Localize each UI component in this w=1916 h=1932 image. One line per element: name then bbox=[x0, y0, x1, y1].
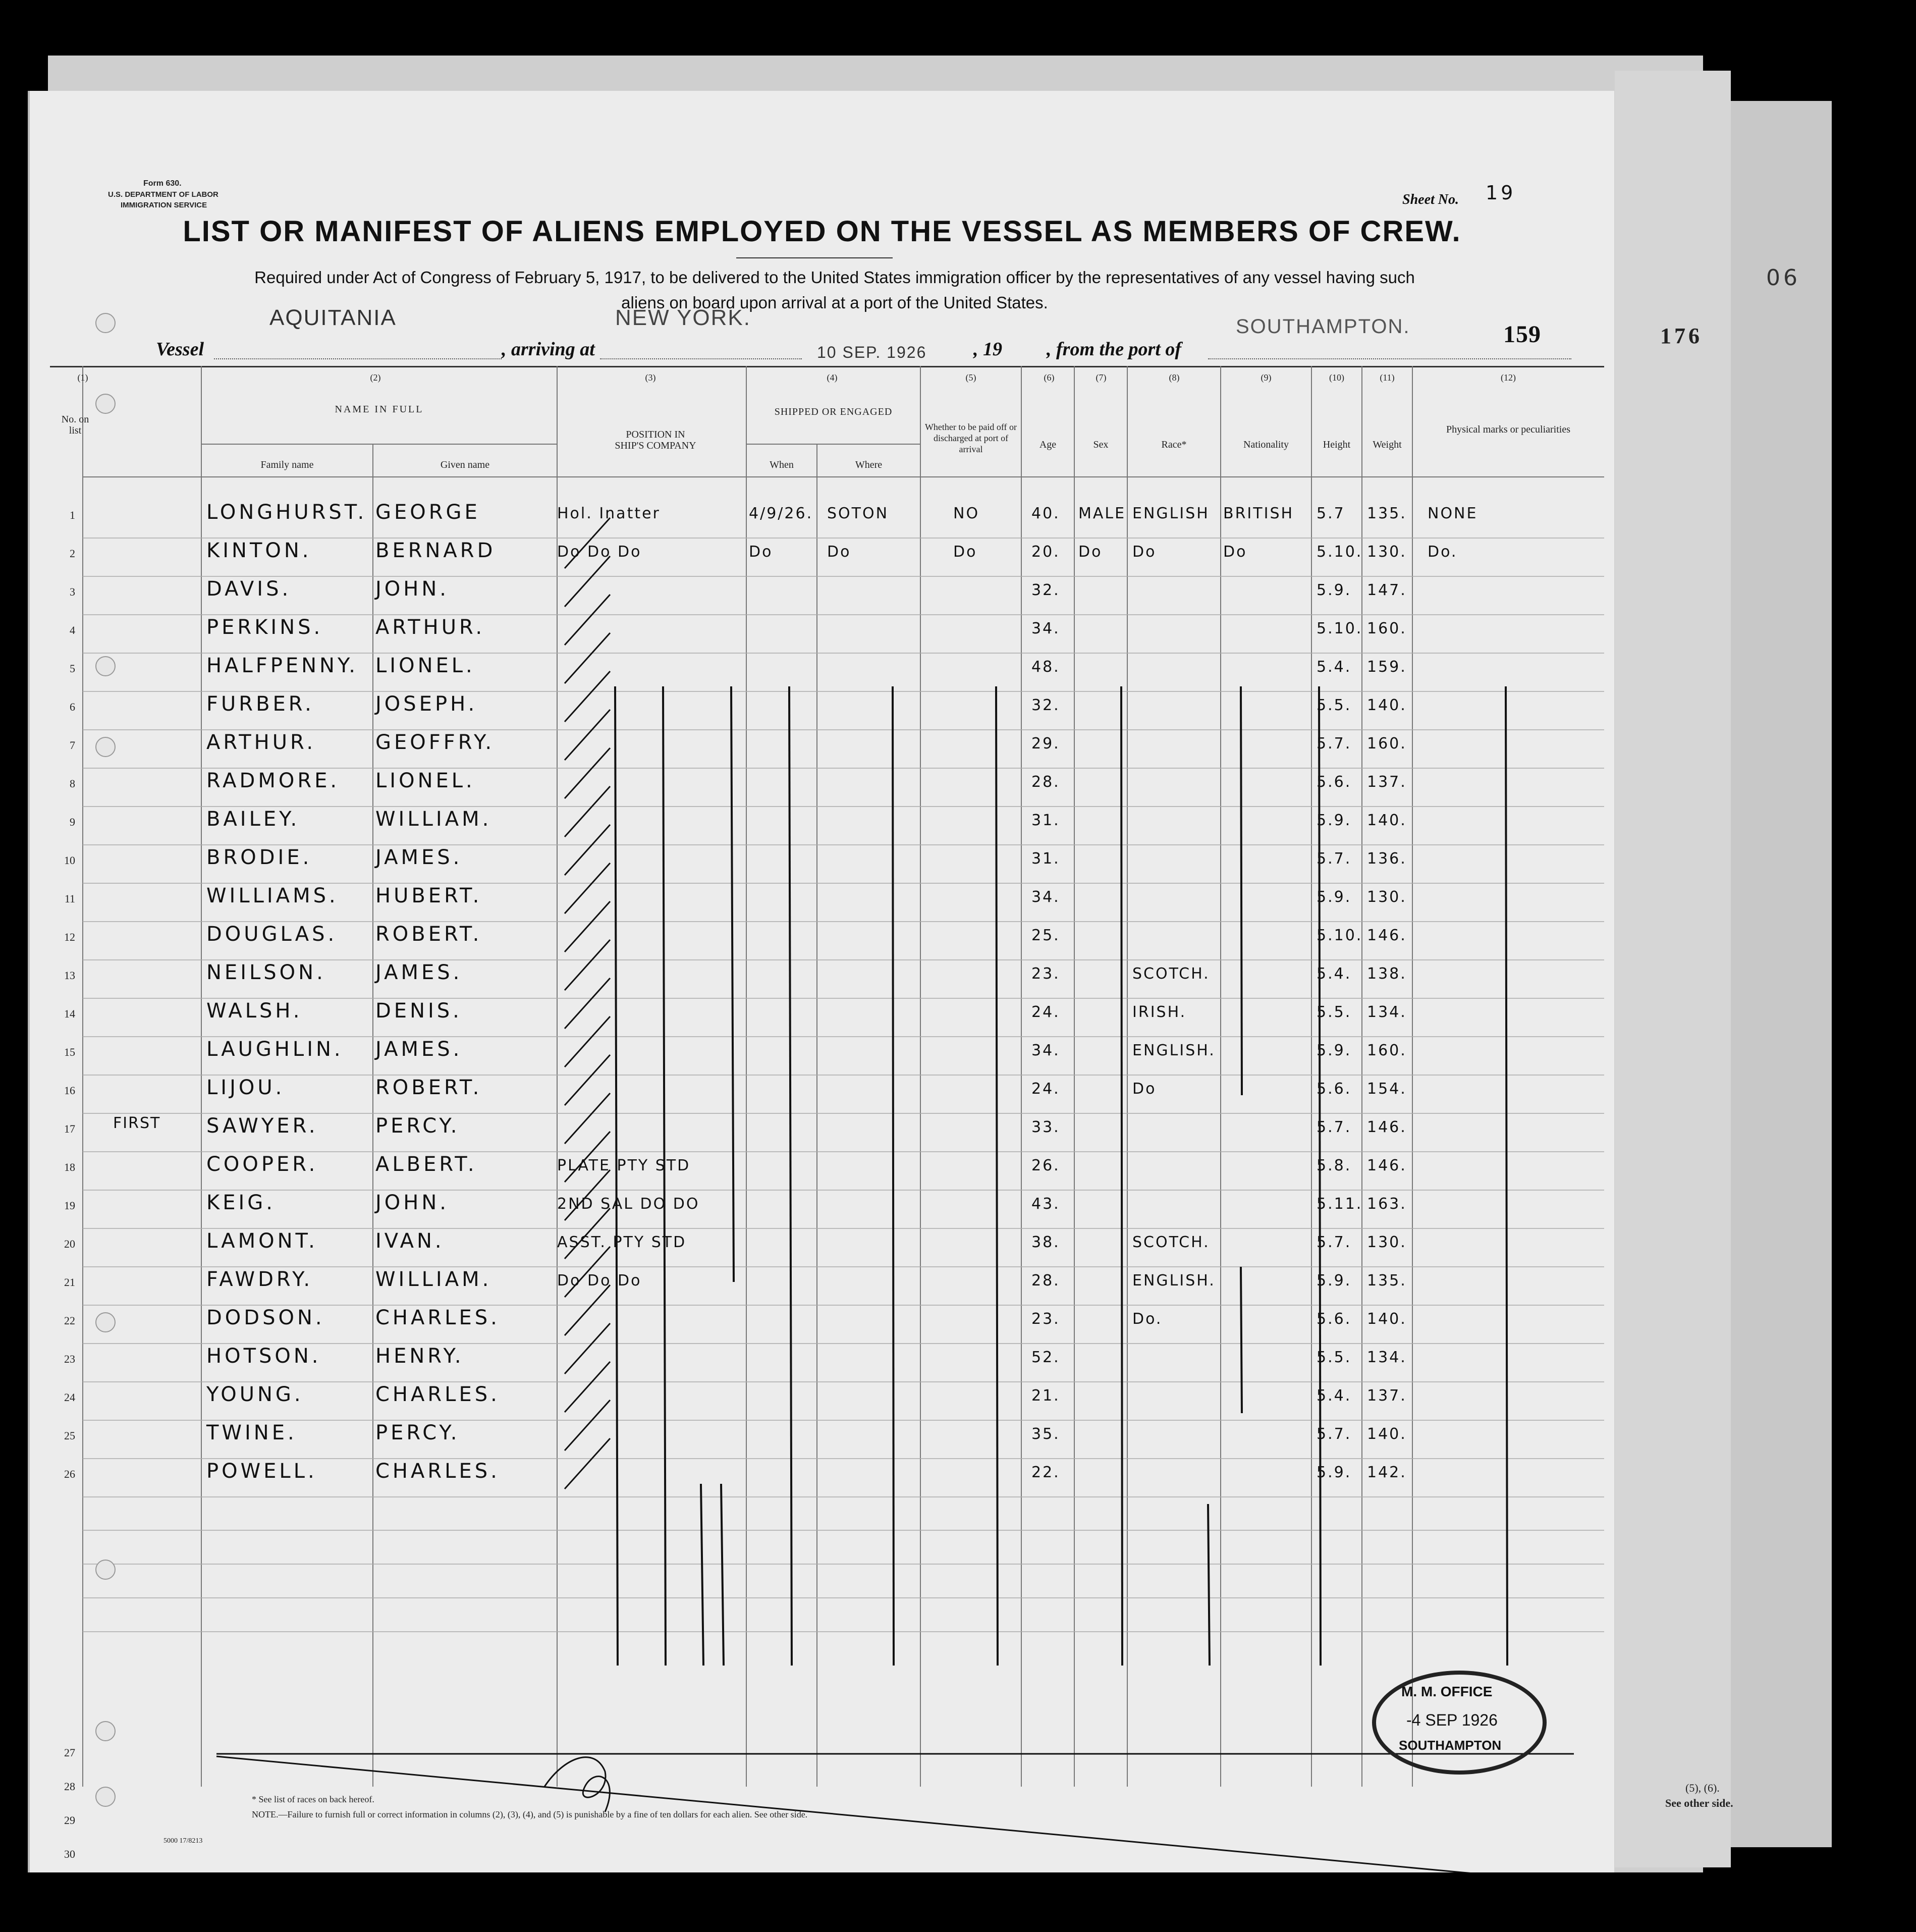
weight: 140. bbox=[1367, 812, 1407, 829]
header-paid-off: Whether to be paid off or discharged at port of arrival bbox=[924, 422, 1017, 454]
ditto-line bbox=[1506, 686, 1507, 1666]
header-where: Where bbox=[855, 459, 883, 470]
family-name: YOUNG. bbox=[206, 1383, 304, 1406]
given-name: HUBERT. bbox=[375, 884, 482, 907]
header-sex: Sex bbox=[1093, 439, 1109, 450]
row-number: 23 bbox=[64, 1353, 75, 1365]
weight: 140. bbox=[1367, 1425, 1407, 1443]
given-name: ALBERT. bbox=[375, 1153, 477, 1176]
race: SCOTCH. bbox=[1132, 965, 1210, 983]
age: 31. bbox=[1031, 850, 1060, 868]
family-name: ARTHUR. bbox=[206, 731, 316, 754]
age: 24. bbox=[1031, 1003, 1060, 1021]
header-family-name: Family name bbox=[260, 459, 314, 470]
header-nationality: Nationality bbox=[1243, 439, 1289, 450]
sex: Do bbox=[1078, 543, 1103, 561]
height: 5.9. bbox=[1317, 581, 1352, 599]
height: 5.9. bbox=[1317, 812, 1352, 829]
ditto-line bbox=[789, 686, 792, 1666]
age: 33. bbox=[1031, 1118, 1060, 1136]
row-number: 21 bbox=[64, 1276, 75, 1289]
race: ENGLISH. bbox=[1132, 1272, 1216, 1290]
age: 28. bbox=[1031, 1272, 1060, 1290]
race: ENGLISH. bbox=[1132, 1042, 1216, 1059]
height: 5.5. bbox=[1317, 1349, 1352, 1366]
height: 5.9. bbox=[1317, 1464, 1352, 1481]
row-number: 5 bbox=[70, 662, 75, 675]
family-name: WALSH. bbox=[206, 999, 303, 1023]
given-name: WILLIAM. bbox=[375, 1268, 492, 1291]
family-name: HOTSON. bbox=[206, 1345, 321, 1368]
arriving-port: NEW YORK. bbox=[615, 305, 751, 330]
race: Do bbox=[1132, 1080, 1157, 1098]
punch-hole bbox=[95, 1312, 116, 1332]
given-name: JOHN. bbox=[375, 1191, 449, 1214]
ditto-slash bbox=[565, 1323, 610, 1374]
header-shipped: SHIPPED OR ENGAGED bbox=[774, 406, 893, 417]
family-name: SAWYER. bbox=[206, 1114, 318, 1138]
department: U.S. DEPARTMENT OF LABOR bbox=[108, 190, 218, 199]
race: Do bbox=[1132, 543, 1157, 561]
height: 5.9. bbox=[1317, 888, 1352, 906]
height: 5.8. bbox=[1317, 1157, 1352, 1174]
col-num-4: (4) bbox=[827, 372, 838, 383]
family-name: HALFPENNY. bbox=[206, 654, 359, 677]
sheet-label: Sheet No. bbox=[1402, 192, 1459, 207]
family-name: LAUGHLIN. bbox=[206, 1038, 344, 1061]
punch-hole bbox=[95, 394, 116, 414]
given-name: BERNARD bbox=[375, 539, 496, 562]
given-name: JAMES. bbox=[375, 846, 463, 869]
punch-hole bbox=[95, 313, 116, 333]
row-number: 13 bbox=[64, 969, 75, 982]
family-name: BAILEY. bbox=[206, 808, 300, 831]
age: 31. bbox=[1031, 812, 1060, 829]
age: 48. bbox=[1031, 658, 1060, 676]
family-name: LIJOU. bbox=[206, 1076, 285, 1099]
ditto-slash bbox=[565, 1362, 610, 1412]
weight: 146. bbox=[1367, 927, 1407, 944]
race: SCOTCH. bbox=[1132, 1233, 1210, 1251]
family-name: POWELL. bbox=[206, 1460, 317, 1483]
height: 5.9. bbox=[1317, 1272, 1352, 1290]
ditto-slash bbox=[565, 671, 610, 722]
given-name: ROBERT. bbox=[375, 1076, 482, 1099]
family-name: COOPER. bbox=[206, 1153, 318, 1176]
age: 40. bbox=[1031, 505, 1060, 522]
ditto-slash bbox=[565, 633, 610, 683]
family-name: FAWDRY. bbox=[206, 1268, 313, 1291]
service: IMMIGRATION SERVICE bbox=[121, 201, 207, 209]
row-number: 7 bbox=[70, 739, 75, 752]
race: IRISH. bbox=[1132, 1003, 1187, 1021]
nationality: Do bbox=[1223, 543, 1247, 561]
position: Do Do Do bbox=[557, 1272, 642, 1290]
physical-marks: Do. bbox=[1428, 543, 1458, 561]
stamp-bottom-text: SOUTHAMPTON bbox=[1399, 1738, 1502, 1753]
row-number: 28 bbox=[64, 1780, 75, 1793]
page-title: LIST OR MANIFEST OF ALIENS EMPLOYED ON THE VESSEL AS MEMBERS OF CREW. bbox=[183, 215, 1461, 248]
header-when: When bbox=[770, 459, 794, 470]
punch-hole bbox=[95, 737, 116, 757]
arrival-date-stamp: 10 SEP. 1926 bbox=[817, 343, 927, 361]
position: 2ND SAL DO DO bbox=[557, 1195, 700, 1213]
row-number: 26 bbox=[64, 1468, 75, 1480]
family-name: WILLIAMS. bbox=[206, 884, 339, 907]
col-num-1: (1) bbox=[77, 372, 88, 383]
given-name: JOSEPH. bbox=[375, 692, 478, 716]
row-number: 24 bbox=[64, 1391, 75, 1404]
weight: 134. bbox=[1367, 1003, 1407, 1021]
row-number: 19 bbox=[64, 1199, 75, 1212]
year-prefix: , 19 bbox=[973, 339, 1002, 360]
office-stamp bbox=[1372, 1671, 1547, 1775]
row-number: 27 bbox=[64, 1746, 75, 1759]
weight: 136. bbox=[1367, 850, 1407, 868]
weight: 163. bbox=[1367, 1195, 1407, 1213]
ditto-slash bbox=[565, 556, 610, 607]
punch-hole bbox=[95, 1787, 116, 1807]
row-number: 2 bbox=[70, 547, 75, 560]
weight: 130. bbox=[1367, 888, 1407, 906]
family-name: LONGHURST. bbox=[206, 501, 367, 524]
header-name-in-full: NAME IN FULL bbox=[335, 404, 424, 415]
given-name: JAMES. bbox=[375, 1038, 463, 1061]
ditto-slash bbox=[565, 1285, 610, 1335]
age: 25. bbox=[1031, 927, 1060, 944]
ditto-line bbox=[1241, 1267, 1242, 1413]
height: 5.11. bbox=[1317, 1195, 1363, 1213]
ditto-slash bbox=[565, 1055, 610, 1105]
from-label: , from the port of bbox=[1047, 339, 1182, 360]
shipped-where: SOTON bbox=[827, 505, 889, 522]
header-weight: Weight bbox=[1373, 439, 1402, 450]
punch-hole bbox=[95, 1560, 116, 1580]
col-num-3: (3) bbox=[645, 372, 656, 383]
underlying-see: See other side. bbox=[1665, 1797, 1733, 1809]
paid-off: Do bbox=[953, 543, 977, 561]
row-number: 20 bbox=[64, 1238, 75, 1250]
physical-marks: NONE bbox=[1428, 505, 1478, 522]
row-number: 9 bbox=[70, 816, 75, 828]
vessel-label: Vessel bbox=[156, 339, 204, 360]
ditto-line bbox=[1208, 1504, 1210, 1666]
underlying-sheet-3 bbox=[1731, 101, 1832, 1847]
height: 5.9. bbox=[1317, 1042, 1352, 1059]
age: 26. bbox=[1031, 1157, 1060, 1174]
age: 21. bbox=[1031, 1387, 1060, 1405]
row-number: 11 bbox=[64, 892, 75, 905]
ditto-line bbox=[996, 686, 998, 1666]
given-name: GEORGE bbox=[375, 501, 480, 524]
given-name: IVAN. bbox=[375, 1229, 445, 1253]
given-name: JAMES. bbox=[375, 961, 463, 984]
height: 5.7. bbox=[1317, 1118, 1352, 1136]
family-name: DAVIS. bbox=[206, 577, 292, 601]
nationality: BRITISH bbox=[1223, 505, 1294, 522]
shipped-when: Do bbox=[749, 543, 773, 561]
ditto-slash bbox=[565, 978, 610, 1029]
from-port: SOUTHAMPTON. bbox=[1236, 315, 1410, 338]
row-number: 14 bbox=[64, 1007, 75, 1020]
ditto-line bbox=[893, 686, 894, 1666]
row-number: 10 bbox=[64, 854, 75, 867]
vessel-name: AQUITANIA bbox=[269, 305, 397, 330]
sheet-number: 19 bbox=[1486, 182, 1516, 204]
given-name: ARTHUR. bbox=[375, 616, 485, 639]
given-name: HENRY. bbox=[375, 1345, 464, 1368]
subtitle-line-2: aliens on board upon arrival at a port of the United States. bbox=[621, 293, 1048, 312]
age: 24. bbox=[1031, 1080, 1060, 1098]
age: 52. bbox=[1031, 1349, 1060, 1366]
weight: 160. bbox=[1367, 620, 1407, 637]
header-age: Age bbox=[1039, 439, 1057, 450]
weight: 147. bbox=[1367, 581, 1407, 599]
weight: 137. bbox=[1367, 773, 1407, 791]
ditto-slash bbox=[565, 1016, 610, 1067]
weight: 134. bbox=[1367, 1349, 1407, 1366]
ditto-slash bbox=[565, 1438, 610, 1489]
family-name: DOUGLAS. bbox=[206, 923, 338, 946]
weight: 130. bbox=[1367, 543, 1407, 561]
row-number: 25 bbox=[64, 1429, 75, 1442]
family-name: BRODIE. bbox=[206, 846, 312, 869]
age: 38. bbox=[1031, 1233, 1060, 1251]
underlying-note: (5), (6). bbox=[1685, 1782, 1720, 1794]
header-no-on-list: No. on list bbox=[61, 414, 89, 436]
row-number: 30 bbox=[64, 1848, 75, 1860]
weight: 154. bbox=[1367, 1080, 1407, 1098]
col-num-7: (7) bbox=[1096, 372, 1107, 383]
col-num-8: (8) bbox=[1169, 372, 1180, 383]
height: 5.5. bbox=[1317, 1003, 1352, 1021]
header-given-name: Given name bbox=[440, 459, 490, 470]
family-name: PERKINS. bbox=[206, 616, 323, 639]
height: 5.10. bbox=[1317, 620, 1363, 637]
margin-note: FIRST bbox=[113, 1114, 161, 1132]
ditto-line bbox=[1121, 686, 1122, 1666]
ditto-line bbox=[701, 1484, 703, 1666]
col-num-9: (9) bbox=[1261, 372, 1272, 383]
col-num-5: (5) bbox=[965, 372, 976, 383]
page-number: 159 bbox=[1503, 321, 1541, 348]
weight: 130. bbox=[1367, 1233, 1407, 1251]
age: 29. bbox=[1031, 735, 1060, 753]
family-name: FURBER. bbox=[206, 692, 314, 716]
race: Do. bbox=[1132, 1310, 1163, 1328]
col-num-6: (6) bbox=[1044, 372, 1055, 383]
height: 5.7. bbox=[1317, 850, 1352, 868]
weight: 135. bbox=[1367, 505, 1407, 522]
ditto-line bbox=[663, 686, 666, 1666]
shipped-when: 4/9/26. bbox=[749, 505, 813, 522]
weight: 146. bbox=[1367, 1157, 1407, 1174]
position: PLATE PTY STD bbox=[557, 1157, 691, 1174]
weight: 140. bbox=[1367, 696, 1407, 714]
underlying-page-fragment: 06 bbox=[1766, 265, 1800, 291]
ditto-slash bbox=[565, 748, 610, 798]
weight: 160. bbox=[1367, 735, 1407, 753]
subtitle-line-1: Required under Act of Congress of February 5, 1917, to be delivered to the United States immigration officer by the representatives of any vessel having such bbox=[254, 268, 1415, 287]
age: 34. bbox=[1031, 620, 1060, 637]
ditto-line bbox=[1319, 686, 1321, 1666]
height: 5.10. bbox=[1317, 543, 1363, 561]
height: 5.6. bbox=[1317, 1080, 1352, 1098]
row-number: 4 bbox=[70, 624, 75, 636]
col-num-12: (12) bbox=[1501, 372, 1516, 383]
weight: 140. bbox=[1367, 1310, 1407, 1328]
age: 20. bbox=[1031, 543, 1060, 561]
row-number: 15 bbox=[64, 1046, 75, 1058]
family-name: NEILSON. bbox=[206, 961, 326, 984]
col-num-2: (2) bbox=[370, 372, 381, 383]
ditto-slash bbox=[565, 786, 610, 837]
given-name: CHARLES. bbox=[375, 1383, 500, 1406]
row-number: 17 bbox=[64, 1122, 75, 1135]
arriving-label: , arriving at bbox=[502, 339, 595, 360]
weight: 137. bbox=[1367, 1387, 1407, 1405]
row-number: 8 bbox=[70, 777, 75, 790]
ditto-slash bbox=[565, 940, 610, 990]
height: 5.7 bbox=[1317, 505, 1345, 522]
sex: MALE bbox=[1078, 505, 1126, 522]
family-name: TWINE. bbox=[206, 1421, 297, 1444]
height: 5.6. bbox=[1317, 1310, 1352, 1328]
ditto-slash bbox=[565, 825, 610, 875]
ditto-slash bbox=[565, 863, 610, 914]
race: ENGLISH bbox=[1132, 505, 1210, 522]
position: Hol. Inatter bbox=[557, 505, 661, 522]
row-number: 12 bbox=[64, 931, 75, 943]
height: 5.7. bbox=[1317, 1233, 1352, 1251]
punch-hole bbox=[95, 1721, 116, 1741]
header-height: Height bbox=[1323, 439, 1351, 450]
stamp-top-text: M. M. OFFICE bbox=[1401, 1684, 1493, 1699]
footnote-penalty: NOTE.—Failure to furnish full or correct information in columns (2), (3), (4), and (5) is punishable by a fine of ten dollars for each alien. See other side. bbox=[252, 1809, 808, 1819]
weight: 142. bbox=[1367, 1464, 1407, 1481]
row-number: 1 bbox=[70, 509, 75, 521]
col-num-10: (10) bbox=[1329, 372, 1344, 383]
given-name: CHARLES. bbox=[375, 1306, 500, 1329]
given-name: JOHN. bbox=[375, 577, 449, 601]
row-number: 16 bbox=[64, 1084, 75, 1097]
height: 5.4. bbox=[1317, 1387, 1352, 1405]
row-number: 22 bbox=[64, 1314, 75, 1327]
ditto-line bbox=[615, 686, 618, 1666]
family-name: LAMONT. bbox=[206, 1229, 318, 1253]
position: Do Do Do bbox=[557, 543, 642, 561]
row-number: 6 bbox=[70, 701, 75, 713]
given-name: PERCY. bbox=[375, 1421, 460, 1444]
row-number: 3 bbox=[70, 585, 75, 598]
age: 23. bbox=[1031, 965, 1060, 983]
ditto-line bbox=[721, 1484, 724, 1666]
row-number: 18 bbox=[64, 1161, 75, 1173]
height: 5.4. bbox=[1317, 965, 1352, 983]
header-race: Race* bbox=[1161, 439, 1187, 450]
shipped-where: Do bbox=[827, 543, 851, 561]
given-name: DENIS. bbox=[375, 999, 462, 1023]
age: 34. bbox=[1031, 1042, 1060, 1059]
footnote-races: * See list of races on back hereof. bbox=[252, 1794, 374, 1804]
ditto-slash bbox=[565, 1093, 610, 1144]
given-name: WILLIAM. bbox=[375, 808, 492, 831]
age: 22. bbox=[1031, 1464, 1060, 1481]
age: 32. bbox=[1031, 581, 1060, 599]
family-name: KINTON. bbox=[206, 539, 312, 562]
ditto-slash bbox=[565, 595, 610, 645]
weight: 160. bbox=[1367, 1042, 1407, 1059]
weight: 146. bbox=[1367, 1118, 1407, 1136]
given-name: CHARLES. bbox=[375, 1460, 500, 1483]
position: ASST. PTY STD bbox=[557, 1233, 687, 1251]
age: 32. bbox=[1031, 696, 1060, 714]
given-name: LIONEL. bbox=[375, 769, 475, 792]
inspector-signature bbox=[544, 1757, 610, 1812]
underlying-page-number: 176 bbox=[1660, 324, 1703, 348]
family-name: KEIG. bbox=[206, 1191, 276, 1214]
family-name: RADMORE. bbox=[206, 769, 340, 792]
weight: 159. bbox=[1367, 658, 1407, 676]
row-number: 29 bbox=[64, 1814, 75, 1827]
weight: 135. bbox=[1367, 1272, 1407, 1290]
paid-off: NO bbox=[953, 505, 980, 522]
height: 5.7. bbox=[1317, 735, 1352, 753]
height: 5.4. bbox=[1317, 658, 1352, 676]
manifest-sheet bbox=[28, 91, 1614, 1872]
age: 43. bbox=[1031, 1195, 1060, 1213]
age: 35. bbox=[1031, 1425, 1060, 1443]
given-name: PERCY. bbox=[375, 1114, 460, 1138]
header-position: POSITION IN SHIP'S COMPANY bbox=[615, 429, 696, 451]
weight: 138. bbox=[1367, 965, 1407, 983]
given-name: LIONEL. bbox=[375, 654, 475, 677]
ditto-slash bbox=[565, 901, 610, 952]
punch-hole bbox=[95, 656, 116, 676]
header-physical: Physical marks or peculiarities bbox=[1446, 424, 1571, 435]
age: 28. bbox=[1031, 773, 1060, 791]
height: 5.10. bbox=[1317, 927, 1363, 944]
ditto-slash bbox=[565, 1400, 610, 1451]
ditto-line bbox=[731, 686, 734, 1282]
height: 5.5. bbox=[1317, 696, 1352, 714]
ditto-line bbox=[1241, 686, 1242, 1095]
family-name: DODSON. bbox=[206, 1306, 325, 1329]
printer-mark: 5000 17/8213 bbox=[163, 1837, 203, 1845]
form-number: Form 630. bbox=[143, 179, 182, 188]
height: 5.7. bbox=[1317, 1425, 1352, 1443]
stamp-date: -4 SEP 1926 bbox=[1406, 1711, 1498, 1729]
age: 34. bbox=[1031, 888, 1060, 906]
height: 5.6. bbox=[1317, 773, 1352, 791]
col-num-11: (11) bbox=[1380, 372, 1395, 383]
age: 23. bbox=[1031, 1310, 1060, 1328]
ditto-slash bbox=[565, 710, 610, 760]
given-name: ROBERT. bbox=[375, 923, 482, 946]
given-name: GEOFFRY. bbox=[375, 731, 495, 754]
